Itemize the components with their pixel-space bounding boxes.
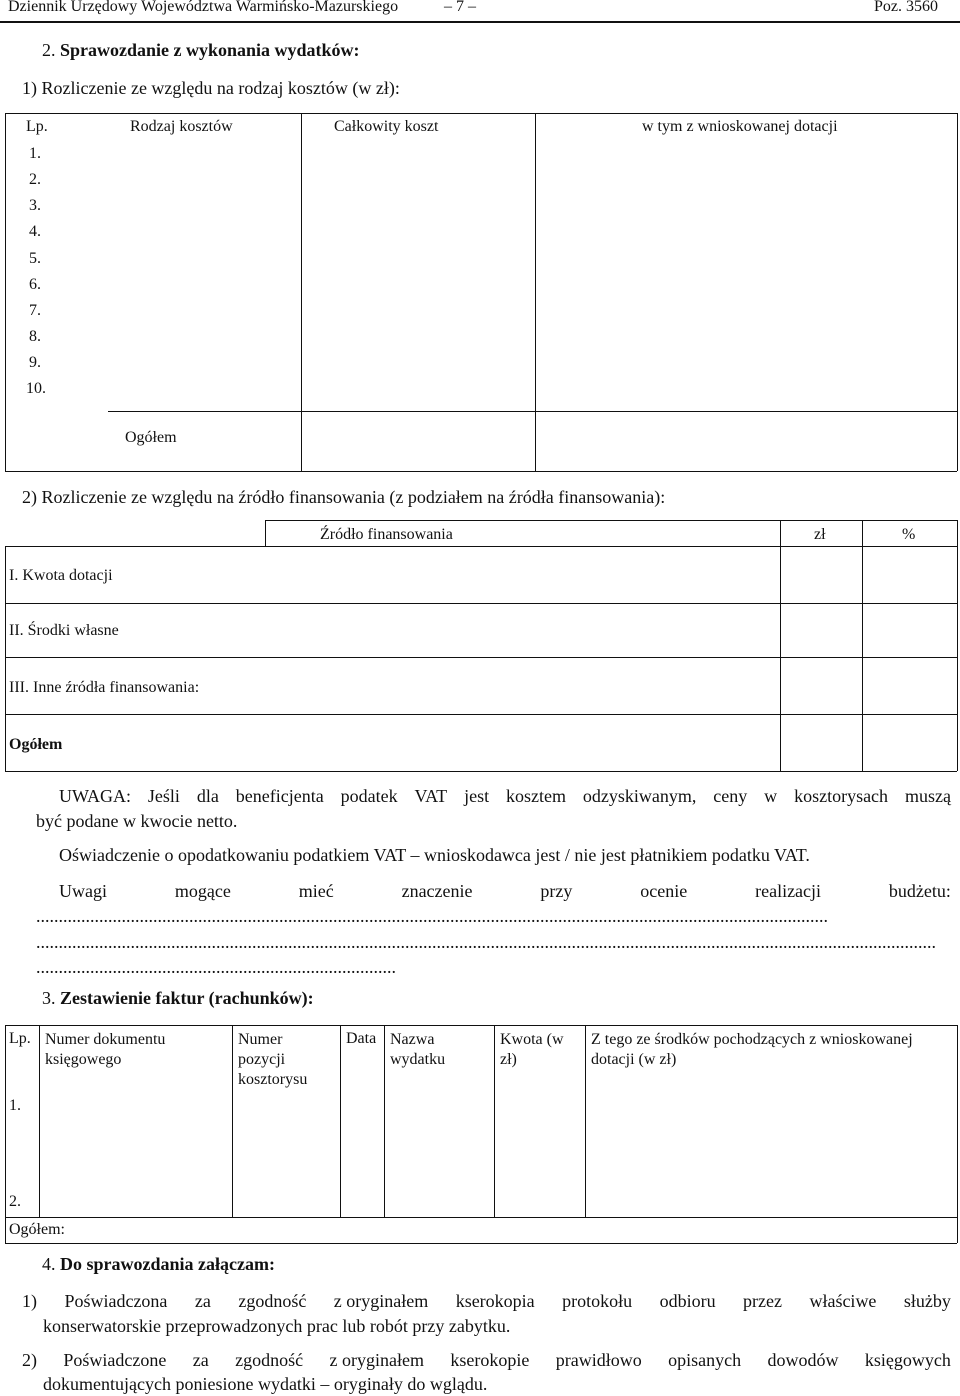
table-row: 5. xyxy=(29,250,41,267)
section2-title: Sprawozdanie z wykonania wydatków: xyxy=(60,40,360,60)
note-word: VAT xyxy=(414,786,448,806)
position-number: Poz. 3560 xyxy=(874,0,938,15)
row-own-funds: II. Środki własne xyxy=(9,622,119,639)
item-word: za xyxy=(194,1291,211,1311)
item-word: Poświadczone xyxy=(63,1350,167,1370)
col-date: Data xyxy=(346,1030,377,1047)
item-word: zgodność xyxy=(238,1291,307,1311)
item-word: protokołu xyxy=(562,1291,633,1311)
note-word: beneficjenta xyxy=(235,786,324,806)
table2-total-label: Ogółem xyxy=(9,736,63,753)
col-text: Kwota (w xyxy=(500,1031,564,1048)
col-estimate-position xyxy=(238,1030,307,1090)
section4-title: Do sprawozdania załączam: xyxy=(60,1254,275,1274)
col-percent: % xyxy=(902,526,916,543)
col-text: dotacji (w zł) xyxy=(591,1051,677,1068)
table2-caption: 2) Rozliczenie ze względu na źródło finansowania (z podziałem na źródła finansowania): xyxy=(22,487,666,507)
note-word: jest xyxy=(464,786,490,806)
vat-note-line2: być podane w kwocie netto. xyxy=(36,811,238,831)
table-row: 6. xyxy=(29,276,41,293)
note-word: Jeśli xyxy=(147,786,180,806)
item-word: odbioru xyxy=(659,1291,716,1311)
item-word: kserokopia xyxy=(455,1291,535,1311)
note-word: odzyskiwanym, xyxy=(582,786,697,806)
section3-heading xyxy=(42,988,314,1009)
section2-number: 2. xyxy=(42,40,56,60)
section4-heading xyxy=(42,1254,275,1275)
section2-heading xyxy=(42,40,360,61)
journal-title: Dziennik Urzędowy Województwa Warmińsko-Mazurskiego xyxy=(8,0,399,15)
vat-statement: Oświadczenie o opodatkowaniu podatkiem VAT – wnioskodawca jest / nie jest płatnikiem podatku VAT. xyxy=(59,845,810,865)
table-row: 8. xyxy=(29,328,41,345)
col-funding-source: Źródło finansowania xyxy=(320,526,453,543)
item-word: Poświadczona xyxy=(64,1291,168,1311)
col-text: Numer xyxy=(238,1031,283,1048)
remark-word: realizacji xyxy=(755,881,822,901)
note-word: podatek xyxy=(340,786,398,806)
table-row: 2. xyxy=(9,1193,21,1210)
table1-total-label: Ogółem xyxy=(125,429,177,446)
remarks-dots-line2: ........................................................................................................................................................................................................ xyxy=(36,932,936,952)
table-row: 4. xyxy=(29,223,41,240)
col-text: pozycji xyxy=(238,1051,286,1068)
remark-word: przy xyxy=(540,881,573,901)
attachment-item-1-line2: konserwatorskie przeprowadzonych prac lub robót przy zabytku. xyxy=(43,1316,511,1336)
item-word: z oryginałem xyxy=(333,1291,429,1311)
col-amount-zl: zł xyxy=(814,526,826,543)
page-number: – 7 – xyxy=(444,0,476,15)
table-row: 7. xyxy=(29,302,41,319)
item-word: służby xyxy=(903,1291,951,1311)
section3-number: 3. xyxy=(42,988,56,1008)
remarks-dots-line3: ................................................................................ xyxy=(36,957,396,977)
note-word: kosztorysach xyxy=(794,786,889,806)
table-row: 2. xyxy=(29,171,41,188)
vat-note-line1 xyxy=(59,786,951,807)
item-word: opisanych xyxy=(668,1350,742,1370)
col-from-grant: w tym z wnioskowanej dotacji xyxy=(642,118,838,135)
item-word: zgodność xyxy=(235,1350,304,1370)
note-word: UWAGA: xyxy=(59,786,131,806)
note-word: dla xyxy=(196,786,219,806)
col-cost-type: Rodzaj kosztów xyxy=(130,118,233,135)
col-amount xyxy=(500,1030,564,1070)
table-row: 1. xyxy=(9,1097,21,1114)
item-word: prawidłowo xyxy=(555,1350,642,1370)
item-word: 2) xyxy=(22,1350,37,1370)
col-text: wydatku xyxy=(390,1051,446,1068)
note-word: muszą xyxy=(904,786,951,806)
invoices-total-label: Ogółem: xyxy=(9,1221,65,1238)
attachment-item-2-line2: dokumentujących poniesione wydatki – oryginały do wglądu. xyxy=(43,1374,488,1394)
col-text: kosztorysu xyxy=(238,1071,308,1088)
budget-remarks xyxy=(59,881,951,902)
table1-caption: 1) Rozliczenie ze względu na rodzaj kosztów (w zł): xyxy=(22,78,400,98)
item-word: za xyxy=(192,1350,209,1370)
remark-word: budżetu: xyxy=(888,881,951,901)
table-row: 9. xyxy=(29,354,41,371)
col-text: Z tego ze środków pochodzących z wnioskowanej xyxy=(591,1031,913,1048)
item-word: przez xyxy=(743,1291,782,1311)
col-text: Numer dokumentu xyxy=(45,1031,166,1048)
header-rule xyxy=(0,21,960,23)
table-row: 10. xyxy=(26,380,46,397)
col-text: zł) xyxy=(500,1051,517,1068)
col-lp: Lp. xyxy=(9,1030,31,1047)
remark-word: mogące xyxy=(174,881,231,901)
item-word: właściwe xyxy=(809,1291,877,1311)
item-word: księgowych xyxy=(864,1350,951,1370)
section4-number: 4. xyxy=(42,1254,56,1274)
table-row: 3. xyxy=(29,197,41,214)
item-word: z oryginałem xyxy=(329,1350,424,1370)
item-word: 1) xyxy=(22,1291,37,1311)
col-from-grant xyxy=(591,1030,913,1070)
item-word: dowodów xyxy=(767,1350,839,1370)
row-other-sources: III. Inne źródła finansowania: xyxy=(9,679,200,696)
col-text: księgowego xyxy=(45,1051,122,1068)
remark-word: mieć xyxy=(298,881,334,901)
remarks-dots-line1: ................................................................................................................................................................................ xyxy=(36,906,828,926)
remark-word: ocenie xyxy=(640,881,688,901)
attachment-item-1 xyxy=(22,1291,951,1312)
note-word: kosztem xyxy=(505,786,566,806)
remark-word: znaczenie xyxy=(401,881,473,901)
col-text: Nazwa xyxy=(390,1031,435,1048)
col-document-number xyxy=(45,1030,165,1070)
col-lp: Lp. xyxy=(26,118,48,135)
col-total-cost: Całkowity koszt xyxy=(334,118,439,135)
table-row: 1. xyxy=(29,145,41,162)
row-grant-amount: I. Kwota dotacji xyxy=(9,567,113,584)
note-word: ceny xyxy=(713,786,748,806)
attachment-item-2 xyxy=(22,1350,951,1371)
item-word: kserokopie xyxy=(450,1350,530,1370)
remark-word: Uwagi xyxy=(59,881,107,901)
col-expense-name xyxy=(390,1030,445,1070)
note-word: w xyxy=(764,786,778,806)
section3-title: Zestawienie faktur (rachunków): xyxy=(60,988,314,1008)
